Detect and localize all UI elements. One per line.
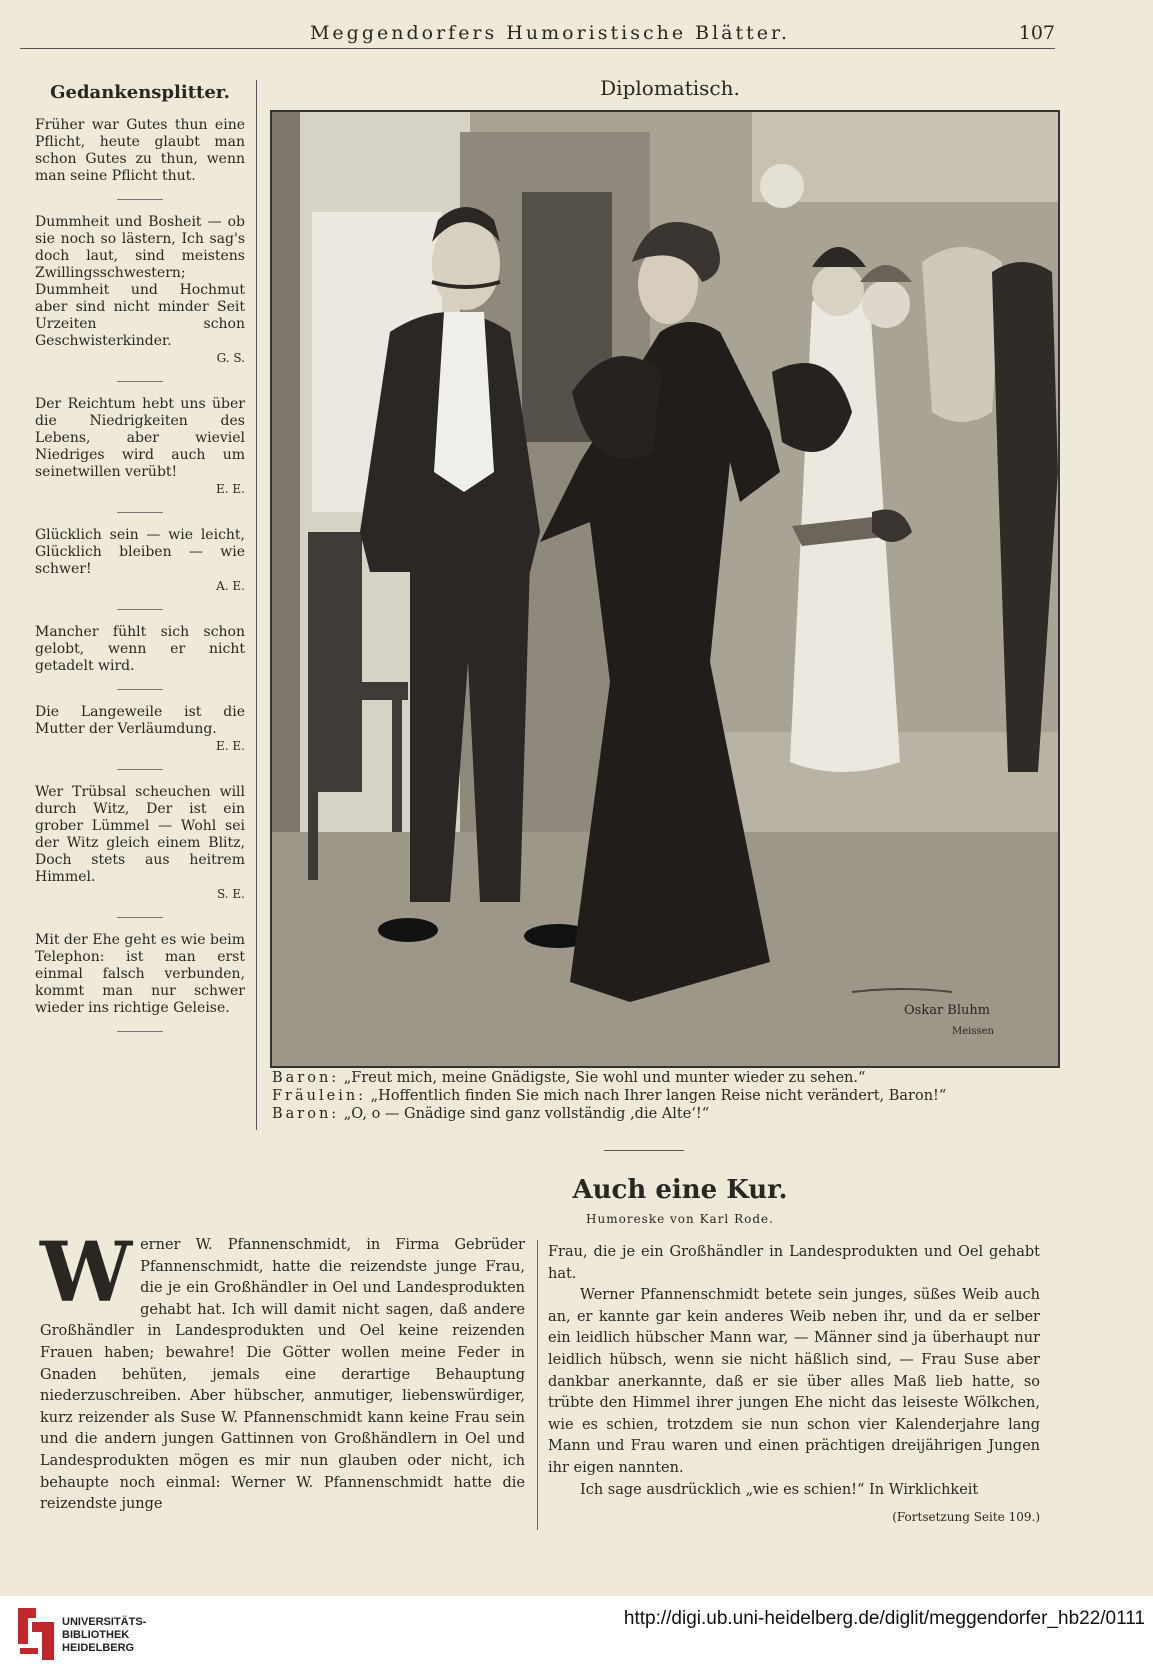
story-title: Auch eine Kur. bbox=[572, 1175, 788, 1205]
running-title: Meggendorfers Humoristische Blätter. bbox=[309, 22, 791, 44]
aphorism-text: Mit der Ehe geht es wie beim Telephon: ist man erst einmal falsch verbunden, kommt man nur schwer wieder ins richtige Geleise. bbox=[35, 932, 245, 1016]
caption-text: „Hoffentlich finden Sie mich nach Ihrer langen Reise nicht verändert, Baron!“ bbox=[370, 1088, 947, 1104]
story-paragraph: Ich sage ausdrücklich „wie es schien!“ In Wirklichkeit bbox=[580, 1481, 979, 1498]
aphorism bbox=[35, 396, 245, 498]
sidebar-aphorisms bbox=[35, 82, 245, 1046]
separator bbox=[117, 769, 163, 770]
separator bbox=[117, 689, 163, 690]
aphorism bbox=[35, 214, 245, 367]
aphorism-text: Früher war Gutes thun eine Pflicht, heute glaubt man schon Gutes zu thun, wenn man seine Pflicht thut. bbox=[35, 117, 245, 184]
aphorism bbox=[35, 527, 245, 595]
aphorism bbox=[35, 784, 245, 903]
aphorism-text: Dummheit und Bosheit — ob sie noch so lästern, Ich sag's doch laut, sind meistens Zwillingsschwestern; Dummheit und Hochmut aber sind nicht minder Seit Urzeiten schon Geschwisterkinder. bbox=[35, 214, 245, 349]
continuation-note: (Fortsetzung Seite 109.) bbox=[892, 1510, 1040, 1524]
aphorism bbox=[35, 704, 245, 755]
aphorism-text: Glücklich sein — wie leicht, Glücklich bleiben — wie schwer! bbox=[35, 527, 245, 577]
page-number: 107 bbox=[1018, 22, 1055, 44]
source-url-link[interactable]: http://digi.ub.uni-heidelberg.de/diglit/meggendorfer_hb22/0111 bbox=[623, 1608, 1145, 1629]
caption-text: „O, o — Gnädige sind ganz vollständig ‚die Alte‘!“ bbox=[343, 1106, 710, 1122]
illustration-drawing bbox=[272, 112, 1058, 1066]
aphorism-signature: A. E. bbox=[216, 579, 245, 593]
illustration-title: Diplomatisch. bbox=[600, 76, 740, 100]
aphorism bbox=[35, 932, 245, 1017]
library-name-line: UNIVERSITÄTS- bbox=[62, 1616, 147, 1628]
story-text: erner W. Pfannenschmidt, in Firma Gebrüder Pfannenschmidt, hatte die reizendste junge Frau, die je ein Großhändler in Oel und Landesprodukten gehabt hat. Ich will damit nicht sagen, daß andere Großhändler in Landesprodukten und Oel keine reizenden Frauen haben; bewahre! Die Götter wollen meine Feder in Gnaden behüten, jemals eine derartige Behauptung niederzuschreiben. Aber hübscher, anmutiger, liebenswürdiger, kurz reizender als Suse W. Pfannenschmidt kann keine Frau sein und die andern jungen Gattinnen von Großhändlern in Oel und Landesprodukten mögen es mir nun glauben oder nicht, ich behaupte noch einmal: Werner W. Pfannenschmidt hatte die reizendste junge bbox=[40, 1237, 525, 1513]
story-column-2 bbox=[548, 1242, 1040, 1501]
story-text: Frau, die je ein Großhändler in Landesprodukten und Oel gehabt hat. bbox=[548, 1244, 1040, 1282]
story-byline: Humoreske von Karl Rode. bbox=[586, 1212, 774, 1226]
aphorism-signature: E. E. bbox=[216, 482, 245, 496]
caption-line bbox=[272, 1087, 1062, 1105]
aphorism-text: Wer Trübsal scheuchen will durch Witz, Der ist ein grober Lümmel — Wohl sei der Witz gleich einem Blitz, Doch stets aus heitrem Himmel. bbox=[35, 784, 245, 885]
story-paragraph: Werner Pfannenschmidt betete sein junges, süßes Weib auch an, er kannte gar kein anderes Weib neben ihr, und da er selber ein leidlich hübscher Mann war, — Männer sind ja überhaupt nur leidlich hübsch, wenn sie nicht häßlich sind, — Frau Suse aber dankbar anerkannte, daß er sie über alles Maß lieb hatte, so trübte den Himmel ihrer jungen Ehe nicht das leiseste Wölkchen, wie es schien, trotzdem sie nun schon vier Kalenderjahre lang Mann und Frau waren und einen prächtigen dreijährigen Jungen ihr eigen nannten. bbox=[548, 1287, 1040, 1476]
column-rule bbox=[256, 80, 257, 1130]
aphorism-text: Der Reichtum hebt uns über die Niedrigkeiten des Lebens, aber wieviel Niedriges wird auch um seinetwillen verübt! bbox=[35, 396, 245, 480]
caption-line bbox=[272, 1069, 1062, 1087]
aphorism-signature: S. E. bbox=[217, 887, 245, 901]
separator bbox=[117, 917, 163, 918]
artist-signature: Oskar Bluhm bbox=[904, 1003, 991, 1018]
aphorism bbox=[35, 117, 245, 185]
aphorism-text: Mancher fühlt sich schon gelobt, wenn er nicht getadelt wird. bbox=[35, 624, 245, 674]
aphorism-signature: E. E. bbox=[216, 739, 245, 753]
header-rule bbox=[20, 48, 1055, 49]
illustration-caption bbox=[272, 1069, 1062, 1123]
story-column-1 bbox=[40, 1225, 525, 1516]
illustration bbox=[270, 110, 1060, 1068]
caption-speaker: Baron: bbox=[272, 1070, 340, 1086]
aphorism-signature: G. S. bbox=[216, 351, 245, 365]
artist-signature-place: Meissen bbox=[952, 1026, 994, 1037]
separator bbox=[117, 199, 163, 200]
caption-speaker: Baron: bbox=[272, 1106, 340, 1122]
separator bbox=[117, 1031, 163, 1032]
sidebar-title: Gedankensplitter. bbox=[50, 82, 230, 103]
caption-line bbox=[272, 1105, 1062, 1123]
column-divider bbox=[537, 1240, 538, 1530]
aphorism bbox=[35, 624, 245, 675]
separator bbox=[117, 609, 163, 610]
drop-cap: W bbox=[40, 1225, 133, 1321]
library-logo-icon bbox=[14, 1604, 58, 1664]
caption-text: „Freut mich, meine Gnädigste, Sie wohl und munter wieder zu sehen.“ bbox=[343, 1070, 866, 1086]
library-name bbox=[62, 1616, 172, 1655]
aphorism-text: Die Langeweile ist die Mutter der Verläumdung. bbox=[35, 704, 245, 737]
caption-speaker: Fräulein: bbox=[272, 1088, 367, 1104]
separator bbox=[117, 381, 163, 382]
library-name-line: BIBLIOTHEK bbox=[62, 1629, 130, 1641]
section-rule bbox=[604, 1150, 684, 1151]
separator bbox=[117, 512, 163, 513]
library-name-line: HEIDELBERG bbox=[62, 1642, 135, 1654]
